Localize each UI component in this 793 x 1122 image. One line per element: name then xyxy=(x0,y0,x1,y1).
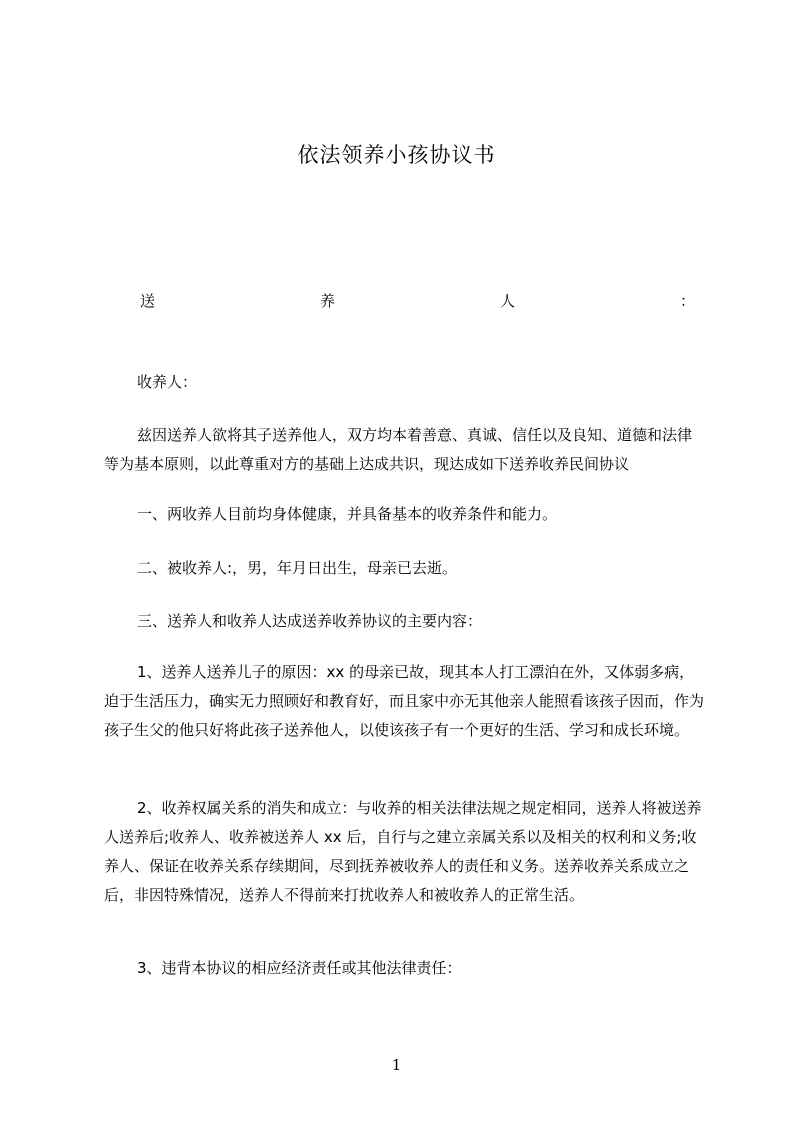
clause-3-item-1: 1、送养人送养儿子的原因：xx 的母亲已故，现其本人打工漂泊在外，又体弱多病，迫于生活压力，确实无力照顾好和教育好，而且家中亦无其他亲人能照看该孩子因而，作为孩子生父的他只好将此孩子送养他人，以使该孩子有一个更好的生活、学习和成长环境。 xyxy=(104,663,705,739)
receiver-label: 收养人： xyxy=(137,373,198,391)
intro-paragraph: 兹因送养人欲将其子送养他人，双方均本着善意、真诚、信任以及良知、道德和法律等为基本原则，以此尊重对方的基础上达成共识，现达成如下送养收养民间协议 xyxy=(104,426,693,473)
clause-3: 三、送养人和收养人达成送养收养协议的主要内容： xyxy=(137,612,483,630)
clause-3-item-3: 3、违背本协议的相应经济责任或其他法律责任： xyxy=(137,959,462,977)
sender-colon: ： xyxy=(679,292,695,310)
document-title: 依法领养小孩协议书 xyxy=(297,143,496,167)
sender-char-2: 养 xyxy=(319,292,335,310)
sender-char-3: 人 xyxy=(499,292,515,310)
page-number: 1 xyxy=(391,1056,402,1074)
sender-char-1: 送 xyxy=(140,292,156,310)
clause-1: 一、两收养人目前均身体健康，并具备基本的收养条件和能力。 xyxy=(137,505,558,523)
clause-2: 二、被收养人:，男，年月日出生，母亲已去逝。 xyxy=(137,559,458,577)
sender-line xyxy=(140,289,695,313)
clause-3-item-2: 2、收养权属关系的消失和成立：与收养的相关法律法规之规定相同，送养人将被送养人送养后;收养人、收养被送养人 xx 后，自行与之建立亲属关系以及相关的权利和义务;收养人、保证在收养关系存续期间，尽到抚养被收养人的责任和义务。送养收养关系成立之后，非因特殊情况，送养人不得前来打扰收养人和被收养人的正常生活。 xyxy=(104,799,702,904)
